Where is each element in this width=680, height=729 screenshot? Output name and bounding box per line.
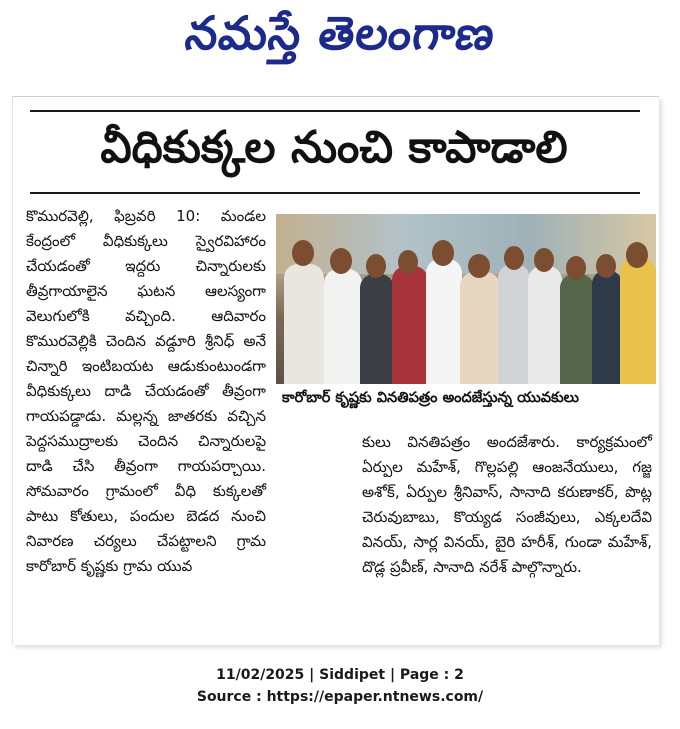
- article-paragraph: కులు వినతిపత్రం అందజేశారు. కార్యక్రమంలో ఏర్పుల మహేశ్, గొల్లపల్లి ఆంజనేయులు, గజ్జ అశోక్, ఏర్పుల శ్రీనివాస్, సానాది కరుణాకర్, పొట్ల చెరువుబాబు, కొయ్యడ సంజీవులు, ఎక్కలదేవి వినయ్, సార్ల వినయ్, బైరి హరీశ్, గుండా మహేశ్, దొడ్ల ప్రవీణ్, సానాది నరేశ్ పాల్గొన్నారు.: [362, 433, 652, 576]
- photo-person: [426, 259, 462, 384]
- photo-caption: కారోబార్ కృష్ణకు వినతిపత్రం అందజేస్తున్న యువకులు: [282, 390, 579, 406]
- photo-person-head: [534, 248, 554, 272]
- source-link[interactable]: Source : https://epaper.ntnews.com/: [196, 689, 484, 705]
- article-paragraph: కొమురవెల్లి, ఫిబ్రవరి 10: మండల కేంద్రంలో వీధికుక్కలు స్వైరవిహారం చేయడంతో ఇద్దరు చిన్నారులకు తీవ్రగాయాలైన ఘటన ఆలస్యంగా వెలుగులోకి వచ్చింది. ఆదివారం కొమురవెల్లికి చెందిన వడ్దూరి శ్రీనిధ్ అనే చిన్నారి ఇంటిబయట ఆడుకుంటుండగా వీధికుక్కలు దాడి చేయడంతో తీవ్రంగా గాయపడ్డాడు. మల్లన్న జాతరకు వచ్చిన పెద్దసముద్రాలకు చెందిన చిన్నారులపై దాడి చేసి తీవ్రంగా గాయపర్చాయి. సోమవారం గ్రామంలో వీధి కుక్కలతో పాటు కోతులు, పందుల బెడద నుంచి నివారణ చర్యలు చేపట్టాలని గ్రామ కారోబార్ కృష్ణకు గ్రామ యువ: [26, 207, 266, 575]
- photo-person-head: [432, 240, 454, 266]
- headline-rule-bottom: [30, 192, 640, 194]
- photo-person: [498, 264, 530, 384]
- edition-meta: 11/02/2025 | Siddipet | Page : 2: [216, 667, 464, 683]
- photo-person: [392, 266, 428, 384]
- photo-person: [620, 258, 656, 384]
- photo-person-head: [626, 242, 648, 268]
- article-headline: వీధికుక్కల నుంచి కాపాడాలి: [100, 122, 568, 173]
- article-left-column: [26, 204, 266, 579]
- photo-person-head: [398, 250, 418, 274]
- photo-person: [460, 272, 500, 384]
- article-right-column: [362, 430, 652, 580]
- newspaper-logo: నమస్తే తెలంగాణ: [182, 6, 500, 60]
- masthead: [0, 0, 680, 80]
- photo-person: [592, 270, 622, 384]
- photo-person: [360, 274, 394, 384]
- photo-person-head: [504, 246, 524, 270]
- photo-person: [560, 274, 594, 384]
- photo-person: [324, 269, 362, 384]
- photo-person-head: [596, 254, 616, 278]
- photo-person-head: [330, 248, 352, 274]
- photo-person: [284, 264, 324, 384]
- photo-person: [528, 266, 562, 384]
- photo-person-head: [292, 240, 314, 266]
- photo-person-head: [468, 254, 490, 278]
- footer: [0, 664, 680, 708]
- headline-box: [26, 100, 642, 190]
- photo-person-head: [366, 254, 386, 278]
- group-photo-image: [276, 214, 656, 384]
- photo-person-head: [566, 256, 586, 280]
